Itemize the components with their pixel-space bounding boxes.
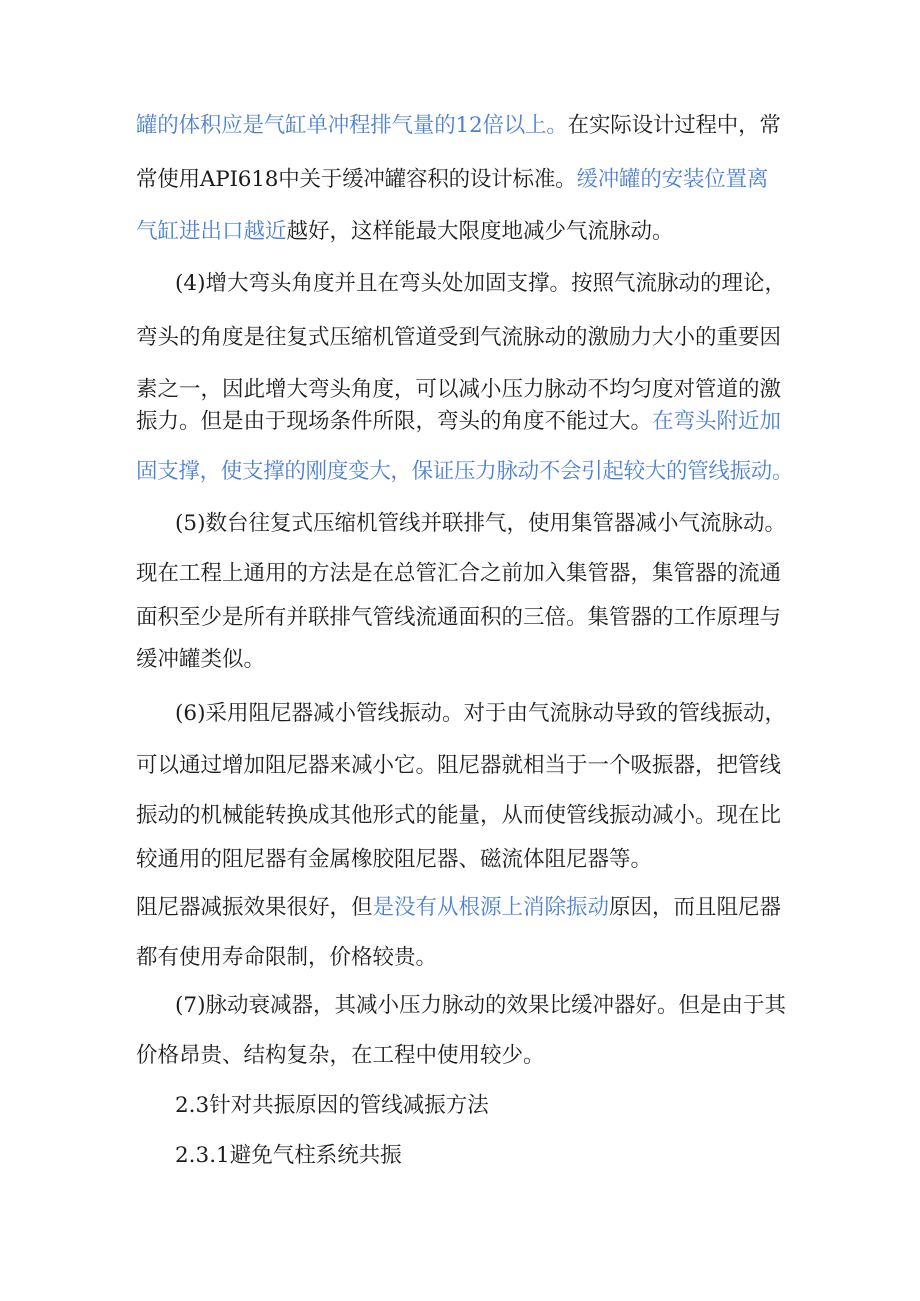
section-heading-2-3-1: 2.3.1避免气柱系统共振 bbox=[175, 1143, 402, 1168]
paragraph-1-line-2 bbox=[136, 160, 796, 200]
paragraph-2-line-4 bbox=[136, 402, 796, 442]
paragraph-6-line-2: 价格昂贵、结构复杂，在工程中使用较少。 bbox=[136, 1043, 545, 1068]
paragraph-2-line-5 bbox=[136, 452, 796, 492]
body-text: 常使用API618中关于缓冲罐容积的设计标准。 bbox=[136, 167, 577, 192]
body-text: 振力。但是由于现场条件所限，弯头的角度不能过大。 bbox=[136, 409, 653, 434]
paragraph-5-line-2: 都有使用寿命限制，价格较贵。 bbox=[136, 945, 438, 970]
body-text: 越好，这样能最大限度地减少气流脉动。 bbox=[286, 219, 674, 244]
highlighted-text: 气缸进出口越近 bbox=[136, 219, 287, 244]
paragraph-5-line-1 bbox=[136, 888, 796, 928]
paragraph-3-line-2: 现在工程上通用的方法是在总管汇合之前加入集管器，集管器的流通 bbox=[136, 561, 782, 586]
highlighted-text: 固支撑，使支撑的刚度变大，保证压力脉动不会引起较大的管线振动。 bbox=[136, 459, 794, 484]
highlighted-text: 缓冲罐的安装位置离 bbox=[576, 167, 769, 192]
paragraph-3-line-1: (5)数台往复式压缩机管线并联排气，使用集管器减小气流脉动。 bbox=[175, 511, 786, 536]
paragraph-2-line-2: 弯头的角度是往复式压缩机管道受到气流脉动的激励力大小的重要因 bbox=[136, 325, 782, 350]
body-text: 原因，而且阻尼器 bbox=[609, 895, 782, 920]
paragraph-6-line-1: (7)脉动衰减器，其减小压力脉动的效果比缓冲器好。但是由于其 bbox=[175, 993, 786, 1018]
highlighted-text: 是没有从根源上消除振动 bbox=[372, 895, 610, 920]
body-text: 阻尼器减振效果很好，但 bbox=[136, 895, 373, 920]
paragraph-3-line-3: 面积至少是所有并联排气管线流通面积的三倍。集管器的工作原理与 bbox=[136, 605, 782, 630]
paragraph-2-line-3: 素之一，因此增大弯头角度，可以减小压力脉动不均匀度对管道的激 bbox=[136, 377, 782, 402]
paragraph-2-line-1: (4)增大弯头角度并且在弯头处加固支撑。按照气流脉动的理论， bbox=[175, 271, 786, 296]
paragraph-1-line-3 bbox=[136, 212, 796, 252]
highlighted-text: 罐的体积应是气缸单冲程排气量的12倍以上。 bbox=[136, 113, 568, 138]
highlighted-text: 在弯头附近加 bbox=[652, 409, 782, 434]
section-heading-2-3: 2.3针对共振原因的管线减振方法 bbox=[175, 1093, 489, 1118]
paragraph-3-line-4: 缓冲罐类似。 bbox=[136, 647, 266, 672]
paragraph-4-line-3: 振动的机械能转换成其他形式的能量，从而使管线振动减小。现在比 bbox=[136, 803, 782, 828]
paragraph-1-line-1 bbox=[136, 106, 796, 146]
paragraph-4-line-1: (6)采用阻尼器减小管线振动。对于由气流脉动导致的管线振动， bbox=[175, 701, 786, 726]
body-text: 在实际设计过程中，常 bbox=[567, 113, 781, 138]
paragraph-4-line-2: 可以通过增加阻尼器来减小它。阻尼器就相当于一个吸振器，把管线 bbox=[136, 753, 782, 778]
paragraph-4-line-4: 较通用的阻尼器有金属橡胶阻尼器、磁流体阻尼器等。 bbox=[136, 847, 653, 872]
